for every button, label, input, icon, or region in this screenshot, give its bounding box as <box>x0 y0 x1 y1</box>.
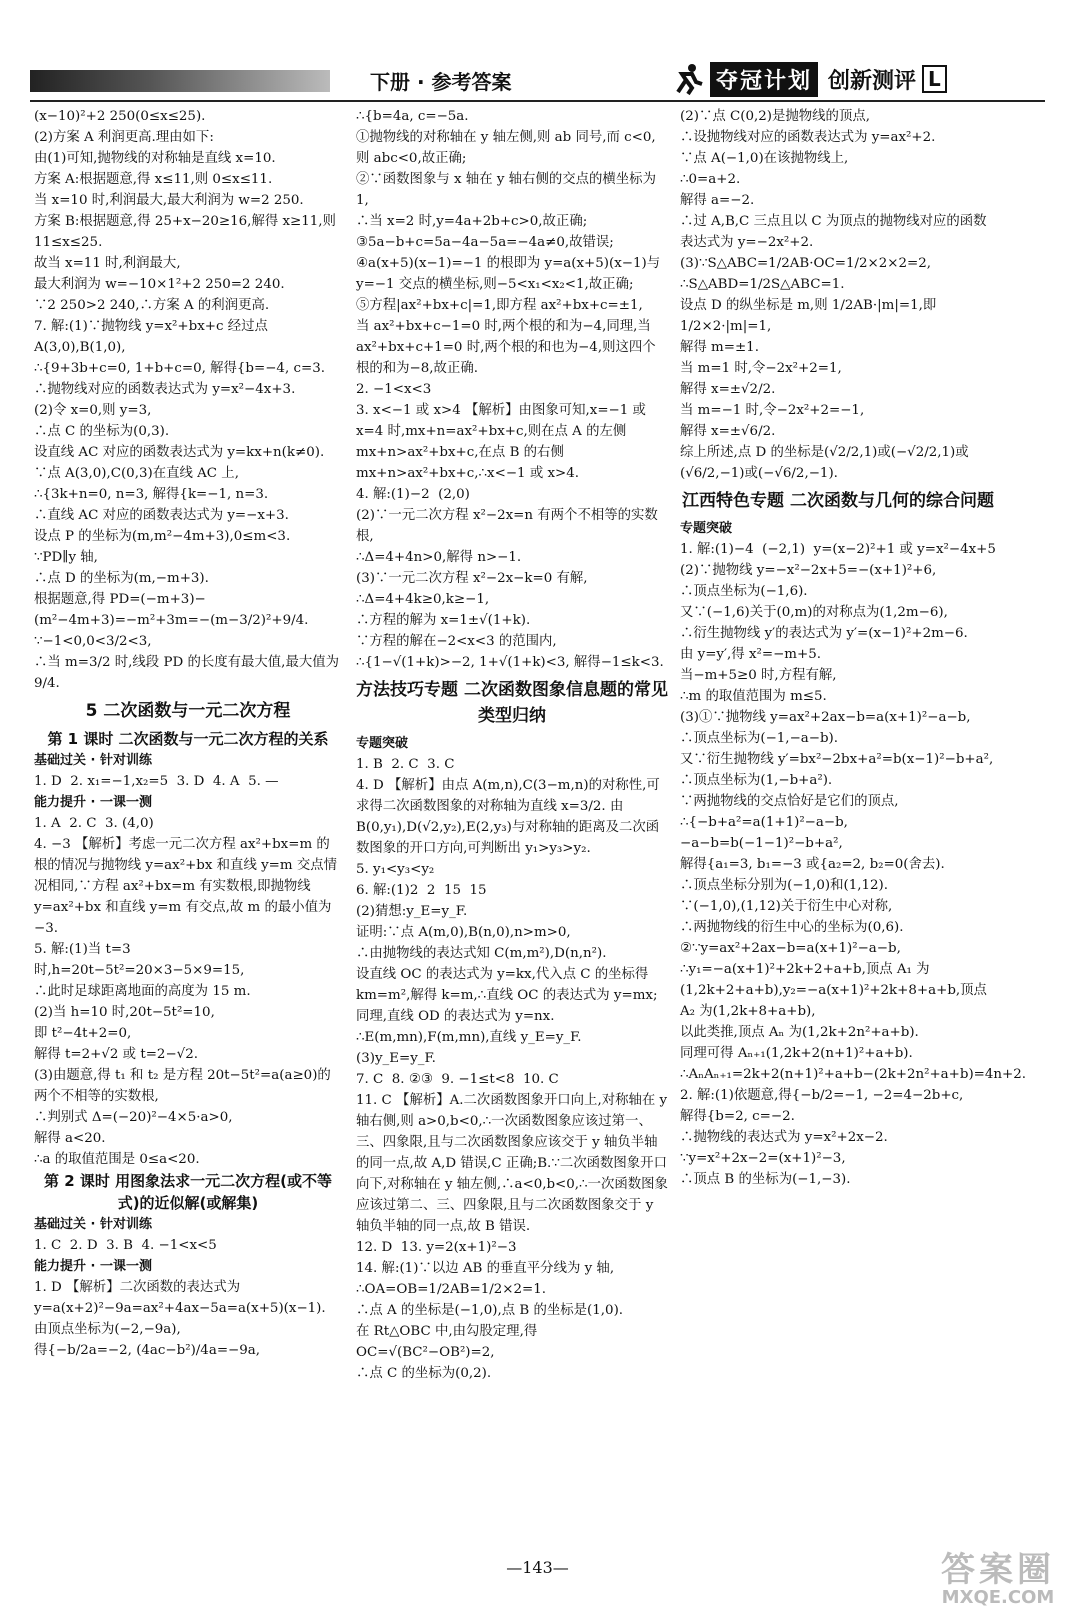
answer-line: 解得 x=±√2/2. <box>680 382 776 397</box>
answer-line: 故当 x=11 时,利润最大, <box>34 256 181 271</box>
answer-line: (2)当 h=10 时,20t−5t²=10, <box>34 1005 215 1020</box>
header-title: 下册 · 参考答案 <box>370 70 512 94</box>
page-header <box>30 62 1045 102</box>
answer-line: ∴Δ=4+4n>0,解得 n>−1. <box>356 550 522 565</box>
section-title: 江西特色专题 二次函数与几何的综合问题 <box>682 491 994 511</box>
answer-line: ∴E(m,mn),F(m,mn),直线 y_E=y_F. <box>356 1030 582 1045</box>
answer-line: ∵−1<0,0<3/2<3, <box>34 634 152 649</box>
answer-line: 5. y₁<y₃<y₂ <box>356 862 435 877</box>
answer-line: ∵2 250>2 240,∴方案 A 的利润更高. <box>34 298 270 313</box>
answer-line: ∴过 A,B,C 三点且以 C 为顶点的抛物线对应的函数表达式为 y=−2x²+2. <box>680 214 987 250</box>
page-number: —143— <box>506 1558 569 1577</box>
answer-line: 7. 解:(1)∵抛物线 y=x²+bx+c 经过点 A(3,0),B(1,0), <box>34 319 273 355</box>
answer-line: ∴0=a+2. <box>680 172 741 187</box>
answer-line: 最大利润为 w=−10×1²+2 250=2 240. <box>34 277 285 292</box>
answer-line: ∴y₁=−a(x+1)²+2k+2+a+b,顶点 A₁ 为(1,2k+2+a+b),y₂=−a(x+1)²+2k+8+a+b,顶点 A₂ 为(1,2k+8+a+b), <box>680 962 992 1019</box>
answer-line: ∴点 A 的坐标是(−1,0),点 B 的坐标是(1,0). <box>356 1303 624 1318</box>
answer-line: ∴m 的取值范围为 m≤5. <box>680 689 827 704</box>
answer-line: ∴两抛物线的衍生中心的坐标为(0,6). <box>680 920 904 935</box>
answer-line: ∴{3k+n=0, n=3, 解得{k=−1, n=3. <box>34 487 269 502</box>
answer-line: 综上所述,点 D 的坐标是(√2/2,1)或(−√2/2,1)或(√6/2,−1)或(−√6/2,−1). <box>680 445 969 481</box>
answer-line: ⑤方程|ax²+bx+c|=1,即方程 ax²+bx+c=±1, <box>356 298 643 313</box>
answer-line: ∴a 的取值范围是 0≤a<20. <box>34 1152 200 1167</box>
answer-line: 当 x=10 时,利润最大,最大利润为 w=2 250. <box>34 193 304 208</box>
answer-line: ∴直线 AC 对应的函数表达式为 y=−x+3. <box>34 508 289 523</box>
answer-line: ∵点 A(3,0),C(0,3)在直线 AC 上, <box>34 466 239 481</box>
answer-line: 4. D 【解析】由点 A(m,n),C(3−m,n)的对称性,可求得二次函数图象的对称轴为直线 x=3/2. 由 B(0,y₁),D(√2,y₂),E(2,y₃)与对称轴的距离及二次函数图象的开口方向,可判断出 y₁>y₃>y₂. <box>356 778 660 856</box>
answer-line: ∴{b=4a, c=−5a. <box>356 109 469 124</box>
answer-line: 7. C 8. ②③ 9. −1≤t<8 10. C <box>356 1072 559 1087</box>
answer-line: ∵PD∥y 轴, <box>34 550 98 565</box>
answer-line: 根据题意,得 PD=(−m+3)−(m²−4m+3)=−m²+3m=−(m−3/2)²+9/4. <box>34 592 309 628</box>
column-right <box>680 106 1027 1546</box>
answer-line: ∴抛物线的表达式为 y=x²+2x−2. <box>680 1130 888 1145</box>
answer-line: 设点 P 的坐标为(m,m²−4m+3),0≤m<3. <box>34 529 291 544</box>
answer-line: 同理可得 Aₙ₊₁(1,2k+2(n+1)²+a+b). <box>680 1046 913 1061</box>
subsection-label: 能力提升 · 一课一测 <box>34 1259 152 1274</box>
answer-line: (x−10)²+2 250(0≤x≤25). <box>34 109 206 124</box>
answer-line: ∴当 m=3/2 时,线段 PD 的长度有最大值,最大值为 9/4. <box>34 655 344 691</box>
answer-line: ∴判别式 Δ=(−20)²−4×5·a>0, <box>34 1110 233 1125</box>
answer-line: (3)①∵抛物线 y=ax²+2ax−b=a(x+1)²−a−b, <box>680 710 971 725</box>
answer-line: 解得 x=±√6/2. <box>680 424 776 439</box>
lesson-title: 第 1 课时 二次函数与一元二次方程的关系 <box>47 730 329 748</box>
column-left <box>34 106 342 1546</box>
answer-line: 1. D 2. x₁=−1,x₂=5 3. D 4. A 5. — <box>34 774 279 789</box>
answer-line: 设点 D 的纵坐标是 m,则 1/2AB·|m|=1,即 1/2×2·|m|=1, <box>680 298 941 334</box>
answer-line: ∴顶点坐标分别为(−1,0)和(1,12). <box>680 878 888 893</box>
answer-line: 设直线 OC 的表达式为 y=kx,代入点 C 的坐标得 km=m²,解得 k=m,∴直线 OC 的表达式为 y=mx;同理,直线 OD 的表达式为 y=nx. <box>356 967 658 1024</box>
answer-line: (3)∵S△ABC=1/2AB·OC=1/2×2×2=2, <box>680 256 931 271</box>
answer-line: 当 m=1 时,令−2x²+2=1, <box>680 361 842 376</box>
answer-line: (2)∵抛物线 y=−x²−2x+5=−(x+1)²+6, <box>680 563 937 578</box>
lesson-title: 第 2 课时 用图象法求一元二次方程(或不等式)的近似解(或解集) <box>44 1172 332 1212</box>
answer-line: 6. 解:(1)2 2 15 15 <box>356 883 487 898</box>
answer-line: ∵点 A(−1,0)在该抛物线上, <box>680 151 849 166</box>
subsection-label: 能力提升 · 一课一测 <box>34 795 152 810</box>
answer-line: 1. B 2. C 3. C <box>356 757 455 772</box>
answer-line: ∴顶点坐标为(1,−b+a²). <box>680 773 833 788</box>
answer-line: 2. 解:(1)依题意,得{−b/2=−1, −2=4−2b+c, <box>680 1088 964 1103</box>
header-bar <box>30 70 330 92</box>
answer-line: 1. 解:(1)−4 (−2,1) y=(x−2)²+1 或 y=x²−4x+5 <box>680 542 996 557</box>
answer-line: ∴Δ=4+4k≥0,k≥−1, <box>356 592 490 607</box>
answer-line: 由 y=y′,得 x²=−m+5. <box>680 647 821 662</box>
answer-line: ∵方程的解在−2<x<3 的范围内, <box>356 634 557 649</box>
answer-line: ∴点 D 的坐标为(m,−m+3). <box>34 571 209 586</box>
answer-line: ∴顶点坐标为(−1,−a−b). <box>680 731 839 746</box>
answer-line: 5. 解:(1)当 t=3 时,h=20t−5t²=20×3−5×9=15, <box>34 942 245 978</box>
answer-line: 又∵(−1,6)关于(0,m)的对称点为(1,2m−6), <box>680 605 948 620</box>
answer-line: ∴AₙAₙ₊₁=2k+2(n+1)²+a+b−(2k+2n²+a+b)=4n+2. <box>680 1067 1027 1082</box>
answer-line: ∵(−1,0),(1,12)关于衍生中心对称, <box>680 899 893 914</box>
answer-line: ∴{−b+a²=a(1+1)²−a−b, −a−b=b(−1−1)²−b+a², <box>680 815 853 851</box>
answer-line: 解得 m=±1. <box>680 340 759 355</box>
answer-line: 解得{a₁=3, b₁=−3 或{a₂=2, b₂=0(舍去). <box>680 857 945 872</box>
answer-line: (3)∵一元二次方程 x²−2x−k=0 有解, <box>356 571 588 586</box>
answer-line: 14. 解:(1)∵以边 AB 的垂直平分线为 y 轴, <box>356 1261 615 1276</box>
answer-line: (2)方案 A 利润更高.理由如下: <box>34 130 214 145</box>
answer-line: 3. x<−1 或 x>4 【解析】由图象可知,x=−1 或 x=4 时,mx+n=ax²+bx+c,则在点 A 的左侧 mx+n>ax²+bx+c,在点 B 的右侧 mx+n>ax²+bx+c,∴x<−1 或 x>4. <box>356 403 651 481</box>
column-middle <box>356 106 672 1546</box>
answer-line: ∵两抛物线的交点恰好是它们的顶点, <box>680 794 899 809</box>
answer-line: ∴点 C 的坐标为(0,3). <box>34 424 170 439</box>
answer-line: ∴方程的解为 x=1±√(1+k). <box>356 613 531 628</box>
answer-line: 4. 解:(1)−2 (2,0) <box>356 487 470 502</box>
brand-name: 夺冠计划 <box>710 62 818 97</box>
answer-line: 2. −1<x<3 <box>356 382 432 397</box>
answer-line: ∴抛物线对应的函数表达式为 y=x²−4x+3. <box>34 382 296 397</box>
answer-line: ①抛物线的对称轴在 y 轴左侧,则 ab 同号,而 c<0,则 abc<0,故正确; <box>356 130 656 166</box>
series-name: 创新测评 <box>828 68 917 94</box>
answer-line: 方案 B:根据题意,得 25+x−20≥16,解得 x≥11,则 11≤x≤25. <box>34 214 341 250</box>
section-title: 方法技巧专题 二次函数图象信息题的常见类型归纳 <box>356 680 668 726</box>
answer-line: 11. C 【解析】A.二次函数图象开口向上,对称轴在 y 轴右侧,则 a>0,b<0,∴一次函数图象应该过第一、三、四象限,且与二次函数图象应该交于 y 轴负半轴的同一点,故 A,D 错误,C 正确;B.∵二次函数图象开口向下,对称轴在 y 轴左侧,∴a<0,b<0,∴一次函数图象应该过第二、三、四象限,且与二次函数图象交于 y 轴负半轴的同一点,故 B 错误. <box>356 1093 672 1234</box>
answer-line: (2)令 x=0,则 y=3, <box>34 403 152 418</box>
answer-line: 12. D 13. y=2(x+1)²−3 <box>356 1240 517 1255</box>
answer-line: (2)∵点 C(0,2)是抛物线的顶点, <box>680 109 870 124</box>
answer-line: 得{−b/2a=−2, (4ac−b²)/4a=−9a, <box>34 1343 261 1358</box>
answer-line: 解得 a=−2. <box>680 193 755 208</box>
answer-line: ②∵函数图象与 x 轴在 y 轴右侧的交点的横坐标为 1, <box>356 172 661 208</box>
answer-line: 1. A 2. C 3. (4,0) <box>34 816 154 831</box>
answer-line: 解得{b=2, c=−2. <box>680 1109 795 1124</box>
answer-line: ∴衍生抛物线 y′的表达式为 y′=(x−1)²+2m−6. <box>680 626 968 641</box>
answer-line: 1. C 2. D 3. B 4. −1<x<5 <box>34 1238 217 1253</box>
answer-line: 当 m=−1 时,令−2x²+2=−1, <box>680 403 865 418</box>
answer-line: ∴设抛物线对应的函数表达式为 y=ax²+2. <box>680 130 936 145</box>
answer-line: ∴点 C 的坐标为(0,2). <box>356 1366 492 1381</box>
runner-icon <box>670 62 704 96</box>
answer-line: 又∵衍生抛物线 y′=bx²−2bx+a²=b(x−1)²−b+a², <box>680 752 994 767</box>
answer-line: ∴顶点 B 的坐标为(−1,−3). <box>680 1172 851 1187</box>
subsection-label: 专题突破 <box>680 521 733 536</box>
answer-line: 当 ax²+bx+c−1=0 时,两个根的和为−4,同理,当 ax²+bx+c+1=0 时,两个根的和也为−4,则这四个根的和为−8,故正确. <box>356 319 656 376</box>
answer-line: (3)由题意,得 t₁ 和 t₂ 是方程 20t−5t²=a(a≥0)的两个不相等的实数根, <box>34 1068 331 1104</box>
answer-line: 1. D 【解析】二次函数的表达式为 y=a(x+2)²−9a=ax²+4ax−5a=a(x+5)(x−1). <box>34 1280 326 1316</box>
answer-line: 以此类推,顶点 Aₙ 为(1,2k+2n²+a+b). <box>680 1025 919 1040</box>
answer-line: 解得 a<20. <box>34 1131 106 1146</box>
answer-line: ∴OA=OB=1/2AB=1/2×2=1. <box>356 1282 546 1297</box>
answer-line: ∴顶点坐标为(−1,6). <box>680 584 808 599</box>
answer-line: 当−m+5≥0 时,方程有解, <box>680 668 837 683</box>
answer-line: 证明:∵点 A(m,0),B(n,0),n>m>0, <box>356 925 571 940</box>
answer-line: 由(1)可知,抛物线的对称轴是直线 x=10. <box>34 151 276 166</box>
answer-line: ∴S△ABD=1/2S△ABC=1. <box>680 277 845 292</box>
header-rule <box>30 100 1045 102</box>
answer-line: ④a(x+5)(x−1)=−1 的根即为 y=a(x+5)(x−1)与 y=−1 交点的横坐标,则−5<x₁<x₂<1,故正确; <box>356 256 665 292</box>
section-title: 5 二次函数与一元二次方程 <box>85 701 291 721</box>
answer-line: 方案 A:根据题意,得 x≤11,则 0≤x≤11. <box>34 172 273 187</box>
answer-line: ∴由抛物线的表达式知 C(m,m²),D(n,n²). <box>356 946 607 961</box>
answer-line: ∴此时足球距离地面的高度为 15 m. <box>34 984 251 999</box>
grade-badge: L <box>922 65 947 93</box>
answer-line: 即 t²−4t+2=0, <box>34 1026 132 1041</box>
watermark-text: 答案圈 <box>941 1550 1055 1590</box>
answer-line: ③5a−b+c=5a−4a−5a=−4a≠0,故错误; <box>356 235 614 250</box>
answer-line: (2)猜想:y_E=y_F. <box>356 904 468 919</box>
answer-line: 在 Rt△OBC 中,由勾股定理,得 OC=√(BC²−OB²)=2, <box>356 1324 542 1360</box>
answer-line: 设直线 AC 对应的函数表达式为 y=kx+n(k≠0). <box>34 445 325 460</box>
watermark-url: MXQE.COM <box>941 1587 1055 1608</box>
watermark <box>941 1542 1055 1608</box>
answer-line: ∵y=x²+2x−2=(x+1)²−3, <box>680 1151 846 1166</box>
answer-line: ∴{9+3b+c=0, 1+b+c=0, 解得{b=−4, c=3. <box>34 361 325 376</box>
subsection-label: 基础过关 · 针对训练 <box>34 1217 152 1232</box>
answer-line: ∴当 x=2 时,y=4a+2b+c>0,故正确; <box>356 214 588 229</box>
brand-logo <box>670 62 947 96</box>
answer-line: ∴{1−√(1+k)>−2, 1+√(1+k)<3, 解得−1≤k<3. <box>356 655 664 670</box>
subsection-label: 基础过关 · 针对训练 <box>34 753 152 768</box>
subsection-label: 专题突破 <box>356 736 409 751</box>
answer-line: (3)y_E=y_F. <box>356 1051 436 1066</box>
answer-line: (2)∵一元二次方程 x²−2x=n 有两个不相等的实数根, <box>356 508 658 544</box>
answer-line: 解得 t=2+√2 或 t=2−√2. <box>34 1047 198 1062</box>
answer-line: 由顶点坐标为(−2,−9a), <box>34 1322 181 1337</box>
answer-line: 4. −3 【解析】考虑一元二次方程 ax²+bx=m 的根的情况与抛物线 y=ax²+bx 和直线 y=m 交点情况相同,∵方程 ax²+bx=m 有实数根,即抛物线 y=ax²+bx 和直线 y=m 有交点,故 m 的最小值为−3. <box>34 837 338 936</box>
answer-line: ②∵y=ax²+2ax−b=a(x+1)²−a−b, <box>680 941 901 956</box>
